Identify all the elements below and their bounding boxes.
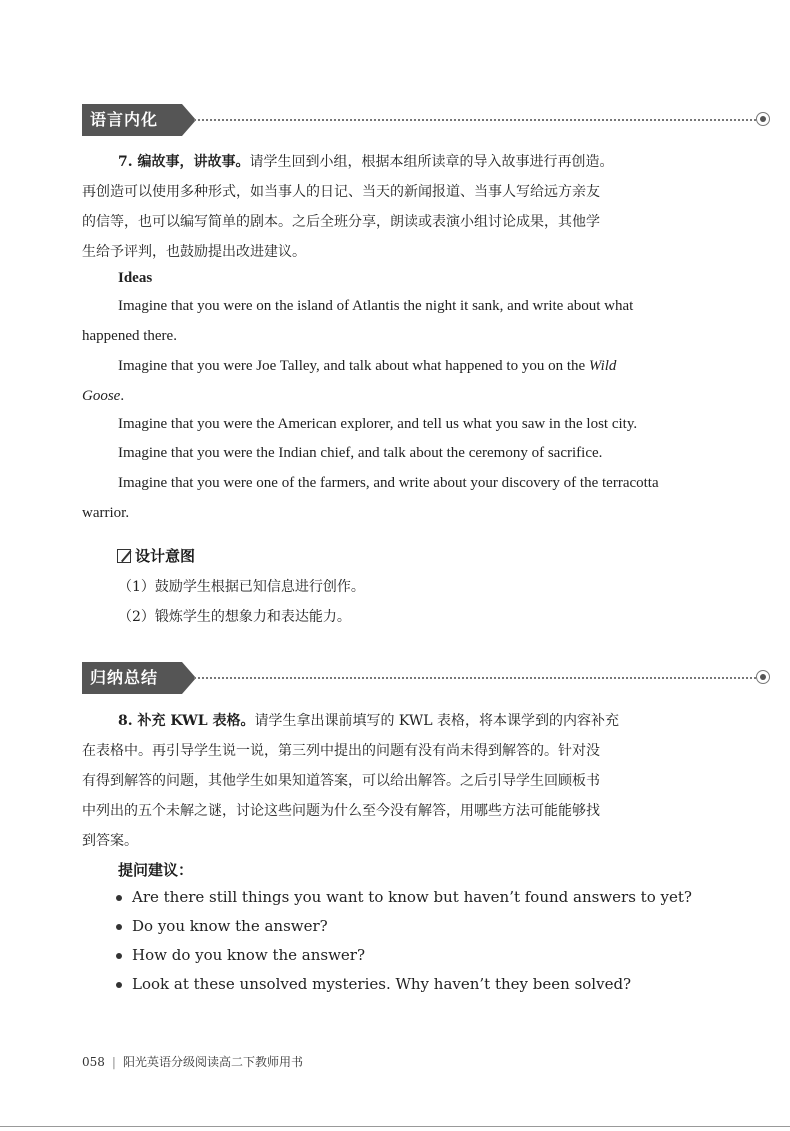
question-2: Do you know the answer? [132,917,328,935]
circle-end-icon [756,112,770,126]
edit-icon [117,549,131,563]
design-intent-1: （1）鼓励学生根据已知信息进行创作。 [118,579,365,595]
dotted-divider [194,677,756,679]
idea-2-italic: Wild [588,358,617,374]
item7-line4: 生给予评判，也鼓励提出改进建议。 [82,244,306,260]
idea-5-line1: Imagine that you were one of the farmers, and write about your discovery of the terracotta [118,475,659,491]
design-intent-2: （2）锻炼学生的想象力和表达能力。 [118,609,351,625]
item8-lead: 8. 补充 KWL 表格。 [118,713,255,729]
bullet-icon [116,953,122,959]
idea-2-tail: . [120,388,125,404]
item8-line2: 在表格中。再引导学生说一说，第三列中提出的问题有没有尚未得到解答的。针对没 [82,743,600,759]
page-number: 058 [82,1055,105,1069]
dotted-divider [194,119,756,121]
book-title: 阳光英语分级阅读高二下教师用书 [122,1055,303,1069]
design-intent-heading-row [117,545,195,566]
section-title: 语言内化 [82,104,182,136]
idea-3: Imagine that you were the American explorer, and tell us what you saw in the lost city. [118,416,638,432]
idea-2-line1 [118,358,698,375]
item7-line3: 的信等，也可以编写简单的剧本。之后全班分享，朗读或表演小组讨论成果，其他学 [82,214,600,230]
idea-1-line2: happened there. [82,328,177,344]
idea-2-text: Imagine that you were Joe Talley, and talk about what happened to you on the [118,358,589,374]
idea-1-line1: Imagine that you were on the island of Atlantis the night it sank, and write about what [118,298,634,314]
list-item [116,975,631,993]
item7-lead: 7. 编故事，讲故事。 [118,154,250,170]
bullet-icon [116,982,122,988]
item7-line1-text: 请学生回到小组，根据本组所读章的导入故事进行再创造。 [249,154,614,170]
question-4: Look at these unsolved mysteries. Why haven’t they been solved? [132,975,632,993]
ideas-heading: Ideas [118,270,153,286]
item8-line1 [118,706,698,736]
footer-separator: | [111,1055,116,1069]
item8-line4: 中列出的五个未解之谜，讨论这些问题为什么至今没有解答，用哪些方法可能能够找 [82,803,600,819]
item7-line1 [118,147,698,177]
section-banner-summary [82,662,682,694]
item8-line5: 到答案。 [82,833,138,849]
bullet-icon [116,924,122,930]
page-footer [82,1053,303,1070]
bullet-icon [116,895,122,901]
idea-5-line2: warrior. [82,505,130,521]
question-1: Are there still things you want to know but haven’t found answers to yet? [132,888,692,906]
section-title: 归纳总结 [82,662,182,694]
suggest-heading: 提问建议： [118,861,194,879]
design-intent-heading: 设计意图 [135,547,196,565]
idea-2-line2 [82,388,124,405]
section-banner-language [82,104,682,136]
circle-end-icon [756,670,770,684]
item7-line2: 再创造可以使用多种形式，如当事人的日记、当天的新闻报道、当事人写给远方亲友 [82,184,600,200]
idea-4: Imagine that you were the Indian chief, and talk about the ceremony of sacrifice. [118,445,603,461]
list-item [116,946,365,964]
list-item [116,888,692,906]
list-item [116,917,328,935]
item8-line1-text: 请学生拿出课前填写的 KWL 表格，将本课学到的内容补充 [254,713,620,729]
idea-2-italic-2: Goose [82,388,121,404]
page-edge-rule [0,1126,790,1127]
question-3: How do you know the answer? [132,946,366,964]
item8-line3: 有得到解答的问题，其他学生如果知道答案，可以给出解答。之后引导学生回顾板书 [82,773,600,789]
